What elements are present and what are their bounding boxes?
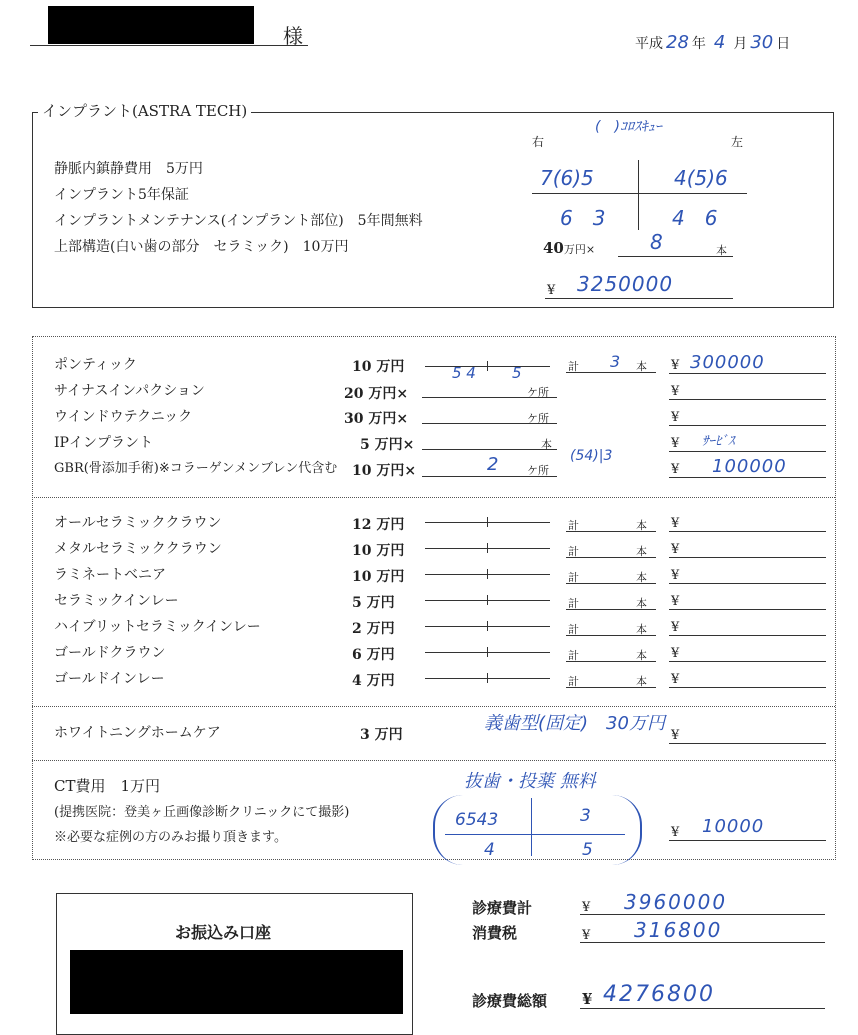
ct-chart-lower-left: 5 <box>582 840 593 860</box>
implant-title: インプラント(ASTRA TECH) <box>38 100 251 121</box>
pontic-count-hand: 3 <box>610 352 621 371</box>
issue-date <box>635 32 790 53</box>
gbr-amount-line <box>669 477 826 478</box>
options-divider-1 <box>32 497 835 498</box>
implant-total-yen: ¥ <box>547 283 556 298</box>
pontic-tooth-divider <box>487 361 488 371</box>
tooth-chart-horizontal <box>532 193 747 194</box>
crown-kei: 計 <box>568 545 579 558</box>
implant-item-superstructure: 上部構造(白い歯の部分 セラミック) 10万円 <box>54 239 349 255</box>
ct-chart-horizontal <box>445 834 625 835</box>
option-price-pontic: 10 万円 <box>352 359 405 375</box>
crown-name: ハイブリットセラミックインレー <box>54 619 261 635</box>
crown-yen: ¥ <box>671 672 680 687</box>
tooth-chart-upper-left: 4(5)6 <box>674 166 728 190</box>
gbr-unit: ケ所 <box>527 464 549 477</box>
option-name-ip-implant: IPインプラント <box>54 435 153 451</box>
tooth-chart-lower-right: 6 3 <box>560 206 606 230</box>
pontic-yen: ¥ <box>671 358 680 373</box>
window-amount-line <box>669 425 826 426</box>
sinus-amount-line <box>669 399 826 400</box>
crown-name: ゴールドインレー <box>54 671 165 687</box>
bank-account-title: お振込み口座 <box>175 923 272 942</box>
crown-name: セラミックインレー <box>54 593 179 609</box>
whitening-hand: 義歯型(固定) 30万円 <box>484 713 665 734</box>
tax-label: 消費税 <box>472 924 518 942</box>
crown-price: 5 万円 <box>352 595 395 611</box>
ct-line-2: ※必要な症例の方のみお撮り頂きます。 <box>54 830 287 845</box>
crown-name: ラミネートベニア <box>54 567 166 583</box>
crown-kei: 計 <box>568 675 579 688</box>
implant-item-sedation: 静脈内鎮静費用 5万円 <box>54 161 203 177</box>
option-name-gbr <box>54 457 337 476</box>
implant-total-line <box>545 298 733 299</box>
options-divider-3 <box>32 760 835 761</box>
crown-amount-line <box>669 609 826 610</box>
sinus-yen: ¥ <box>671 384 680 399</box>
crown-amount-line <box>669 583 826 584</box>
option-name-sinus: サイナスインパクション <box>54 383 205 399</box>
crown-amount-line <box>669 531 826 532</box>
crown-amount-line <box>669 687 826 688</box>
crown-amount-line <box>669 557 826 558</box>
crown-kei: 計 <box>568 649 579 662</box>
tooth-chart-lower-left: 4 6 <box>672 206 718 230</box>
tax-yen: ¥ <box>582 928 591 943</box>
date-day-unit: 日 <box>776 36 791 52</box>
implant-total-hand: 3250000 <box>577 272 674 296</box>
crown-tooth-divider <box>487 517 488 527</box>
option-price-gbr: 10 万円× <box>352 463 417 479</box>
crown-tooth-divider <box>487 621 488 631</box>
right-side-label: 右 <box>532 135 545 149</box>
ct-chart-lower-right: 4 <box>484 840 495 860</box>
whitening-name: ホワイトニングホームケア <box>54 725 221 741</box>
option-price-ip-implant: 5 万円× <box>360 437 415 453</box>
crown-yen: ¥ <box>671 594 680 609</box>
ct-chart-upper-left: 3 <box>580 806 591 826</box>
crown-price: 2 万円 <box>352 621 395 637</box>
crown-name: オールセラミッククラウン <box>54 515 222 531</box>
date-month-unit: 月 <box>733 36 748 52</box>
date-day: 30 <box>750 32 774 53</box>
ct-line-1: (提携医院：登美ヶ丘画像診断クリニックにて撮影) <box>54 805 350 820</box>
unit-price-value: 40 <box>543 239 564 257</box>
crown-kei: 計 <box>568 571 579 584</box>
crown-unit: 本 <box>636 649 647 662</box>
ct-amount-line <box>669 840 826 841</box>
crown-tooth-divider <box>487 543 488 553</box>
ip-yen: ¥ <box>671 436 680 451</box>
crown-yen: ¥ <box>671 620 680 635</box>
ct-title: CT費用 1万円 <box>54 777 161 795</box>
ct-chart-vertical <box>531 798 532 856</box>
patient-name-redacted <box>48 6 254 44</box>
option-price-window: 30 万円× <box>344 411 409 427</box>
crown-price: 10 万円 <box>352 569 405 585</box>
subtotal-line <box>580 914 825 915</box>
implant-note-hand: ( )ｺﾛｽｷｭｰ <box>595 119 662 135</box>
date-month: 4 <box>713 32 726 53</box>
gbr-side-hand: (54)|3 <box>570 448 613 464</box>
implant-item-maintenance: インプラントメンテナンス(インプラント部位) 5年間無料 <box>54 213 423 229</box>
grand-total-hand: 4276800 <box>603 982 715 1007</box>
option-price-sinus: 20 万円× <box>344 386 409 402</box>
grand-total-label: 診療費総額 <box>472 992 548 1010</box>
gbr-amount-hand: 100000 <box>712 456 787 477</box>
tooth-chart-upper-right: 7(6)5 <box>540 166 594 190</box>
gbr-count-hand: 2 <box>487 454 499 475</box>
bank-account-redacted <box>70 950 403 1014</box>
date-year: 28 <box>666 32 689 53</box>
crown-unit: 本 <box>636 597 647 610</box>
crown-yen: ¥ <box>671 516 680 531</box>
implant-item-warranty: インプラント5年保証 <box>54 187 189 203</box>
crown-kei: 計 <box>568 597 579 610</box>
pontic-teeth-right: 5 4 <box>452 364 476 382</box>
crown-price: 4 万円 <box>352 673 395 689</box>
whitening-amount-line <box>669 743 826 744</box>
crown-price: 12 万円 <box>352 517 405 533</box>
crown-tooth-divider <box>487 595 488 605</box>
crown-name: ゴールドクラウン <box>54 645 166 661</box>
ct-amount-hand: 10000 <box>702 816 765 837</box>
crown-unit: 本 <box>636 545 647 558</box>
ct-chart-upper-right: 6543 <box>455 810 499 830</box>
ip-amount-hand: ｻｰﾋﾞｽ <box>702 434 735 449</box>
pontic-unit: 本 <box>636 360 647 373</box>
subtotal-hand: 3960000 <box>624 890 728 914</box>
crown-tooth-divider <box>487 569 488 579</box>
ct-hand-note: 抜歯・投薬 無料 <box>464 771 596 792</box>
pontic-teeth-left: 5 <box>512 364 522 382</box>
crown-kei: 計 <box>568 623 579 636</box>
subtotal-label: 診療費計 <box>472 899 533 917</box>
ip-amount-line <box>669 451 826 452</box>
option-name-window: ウインドウテクニック <box>54 409 193 425</box>
subtotal-yen: ¥ <box>582 900 591 915</box>
crown-amount-line <box>669 661 826 662</box>
window-unit: ケ所 <box>527 412 549 425</box>
crown-tooth-divider <box>487 673 488 683</box>
honorific: 様 <box>283 24 303 48</box>
crown-amount-line <box>669 635 826 636</box>
tooth-chart-vertical <box>638 160 639 230</box>
crown-tooth-divider <box>487 647 488 657</box>
options-divider-2 <box>32 706 835 707</box>
pontic-amount-line <box>669 373 826 374</box>
gbr-yen: ¥ <box>671 462 680 477</box>
tax-line <box>580 942 825 943</box>
crown-yen: ¥ <box>671 542 680 557</box>
patient-name-line <box>30 45 308 46</box>
tax-hand: 316800 <box>634 918 723 942</box>
unit-price-suffix: 万円× <box>563 243 596 256</box>
grand-total-line <box>580 1008 825 1009</box>
whitening-yen: ¥ <box>671 728 680 743</box>
unit-price <box>543 238 595 257</box>
window-yen: ¥ <box>671 410 680 425</box>
date-year-unit: 年 <box>691 36 706 52</box>
crown-price: 10 万円 <box>352 543 405 559</box>
left-side-label: 左 <box>731 135 744 149</box>
crown-yen: ¥ <box>671 568 680 583</box>
crown-unit: 本 <box>636 571 647 584</box>
ct-chart-bracket <box>433 795 642 865</box>
option-name-pontic: ポンティック <box>54 357 137 373</box>
pontic-kei: 計 <box>568 360 579 373</box>
crown-price: 6 万円 <box>352 647 395 663</box>
crown-kei: 計 <box>568 519 579 532</box>
pontic-amount-hand: 300000 <box>690 352 765 373</box>
whitening-price: 3 万円 <box>360 727 403 743</box>
crown-unit: 本 <box>636 675 647 688</box>
implant-count-hand: 8 <box>650 230 663 254</box>
crown-yen: ¥ <box>671 646 680 661</box>
ct-yen: ¥ <box>671 825 680 840</box>
crown-unit: 本 <box>636 519 647 532</box>
ip-unit: 本 <box>541 438 552 451</box>
sinus-unit: ケ所 <box>527 386 549 399</box>
ip-count-line <box>422 449 557 450</box>
date-era: 平成 <box>635 36 663 52</box>
crown-name: メタルセラミッククラウン <box>54 541 222 557</box>
grand-total-yen: ¥ <box>582 990 593 1008</box>
crown-unit: 本 <box>636 623 647 636</box>
implant-count-unit: 本 <box>716 244 727 257</box>
gbr-name-text: GBR(骨添加手術)※コラーゲンメンブレン代含む <box>54 461 338 476</box>
